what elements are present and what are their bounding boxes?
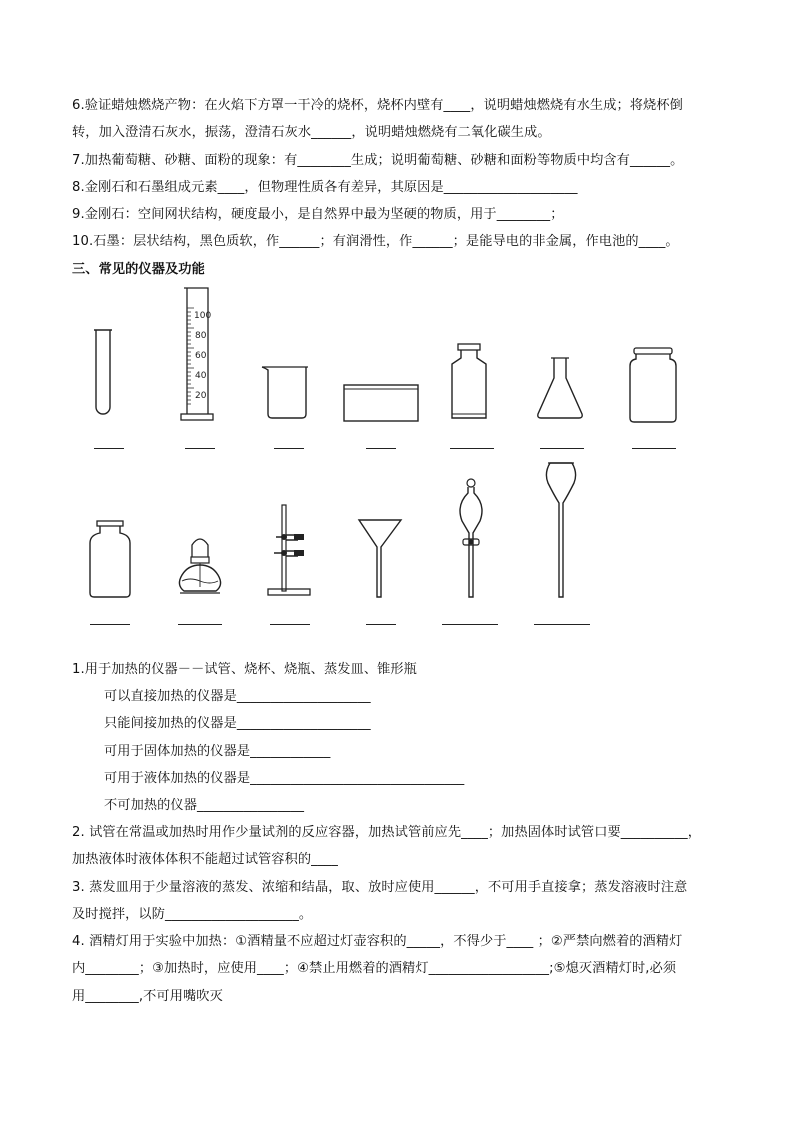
- answer-blank-13[interactable]: [534, 624, 590, 625]
- q2-line-1: 2. 试管在常温或加热时用作少量试剂的反应容器，加热试管前应先____；加热固体时试管口要__________，: [72, 825, 701, 840]
- cylinder-tick-40: 40: [195, 371, 207, 381]
- answer-blank-3[interactable]: [274, 448, 304, 449]
- cylinder-tick-80: 80: [195, 331, 207, 341]
- reagent-bottle-icon: [444, 342, 494, 422]
- test-tube-icon: [90, 327, 116, 423]
- evaporating-dish-icon: [340, 381, 424, 423]
- alcohol-lamp-icon: [172, 535, 228, 599]
- long-neck-funnel-icon: [542, 459, 580, 599]
- cylinder-tick-100: 100: [194, 311, 212, 321]
- answer-blank-9[interactable]: [178, 624, 222, 625]
- q4-line-3: 用________,不可用嘴吹灭: [72, 989, 223, 1004]
- answer-blank-1[interactable]: [94, 448, 124, 449]
- cylinder-tick-60: 60: [195, 351, 207, 361]
- q3-line-1: 3. 蒸发皿用于少量溶液的蒸发、浓缩和结晶，取、放时应使用______，不可用手直接拿；蒸发溶液时注意: [72, 880, 688, 895]
- q2-line-2: 加热液体时液体体积不能超过试管容积的____: [72, 852, 338, 867]
- funnel-icon: [356, 517, 404, 599]
- cylinder-tick-20: 20: [195, 391, 207, 401]
- separatory-funnel-icon: [452, 477, 490, 599]
- answer-blank-6[interactable]: [540, 448, 584, 449]
- q1-item-direct-heat: 可以直接加热的仪器是____________________: [104, 689, 371, 704]
- q9-line: 9.金刚石：空间网状结构，硬度最小，是自然界中最为坚硬的物质，用于________；: [72, 207, 564, 222]
- answer-blank-5[interactable]: [450, 448, 494, 449]
- answer-blank-4[interactable]: [366, 448, 396, 449]
- q6-line-1: 6.验证蜡烛燃烧产物：在火焰下方罩一干冷的烧杯，烧杯内壁有____，说明蜡烛燃烧有水生成；将烧杯倒: [72, 98, 683, 113]
- q4-line-2: 内________；③加热时，应使用____；④禁止用燃着的酒精灯__________________;⑤熄灭酒精灯时,必须: [72, 961, 677, 976]
- q4-line-1: 4. 酒精灯用于实验中加热：①酒精量不应超过灯壶容积的_____，不得少于____ ；②严禁向燃着的酒精灯: [72, 934, 683, 949]
- section-title: 三、常见的仪器及功能: [72, 262, 205, 277]
- answer-blank-2[interactable]: [185, 448, 215, 449]
- answer-blank-11[interactable]: [366, 624, 396, 625]
- beaker-icon: [260, 364, 316, 422]
- answer-blank-7[interactable]: [632, 448, 676, 449]
- q3-line-2: 及时搅拌，以防____________________。: [72, 907, 313, 922]
- erlenmeyer-flask-icon: [534, 356, 586, 422]
- q8-line: 8.金刚石和石墨组成元素____，但物理性质各有差异，其原因是____________________: [72, 180, 578, 195]
- q1-item-indirect-heat: 只能间接加热的仪器是____________________: [104, 716, 371, 731]
- answer-blank-8[interactable]: [90, 624, 130, 625]
- answer-blank-10[interactable]: [270, 624, 310, 625]
- answer-blank-12[interactable]: [442, 624, 498, 625]
- q7-line: 7.加热葡萄糖、砂糖、面粉的现象：有________生成；说明葡萄糖、砂糖和面粉等物质中均含有______。: [72, 153, 684, 168]
- q1-item-liquid-heat: 可用于液体加热的仪器是________________________________: [104, 771, 465, 786]
- q1-item-no-heat: 不可加热的仪器________________: [104, 798, 305, 813]
- q1-item-solid-heat: 可用于固体加热的仪器是____________: [104, 744, 331, 759]
- gas-collecting-bottle-icon: [84, 519, 136, 599]
- wide-mouth-bottle-icon: [626, 346, 680, 424]
- q6-line-2: 转，加入澄清石灰水，振荡，澄清石灰水______，说明蜡烛燃烧有二氧化碳生成。: [72, 125, 551, 140]
- q1-title: 1.用于加热的仪器－－试管、烧杯、烧瓶、蒸发皿、锥形瓶: [72, 662, 417, 677]
- iron-stand-icon: [264, 503, 316, 599]
- q10-line: 10.石墨：层状结构，黑色质软，作______；有润滑性，作______；是能导电的非金属，作电池的____。: [72, 234, 679, 249]
- graduated-cylinder-icon: [178, 286, 220, 424]
